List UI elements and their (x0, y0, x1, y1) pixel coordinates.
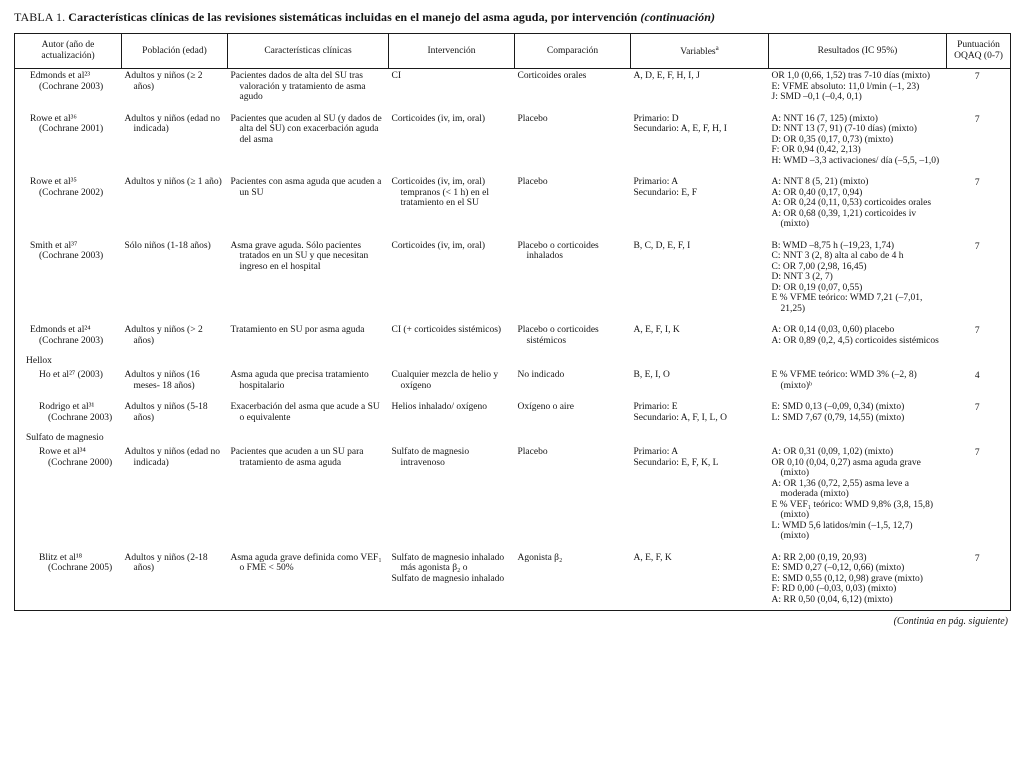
author-cell: Edmonds et al²⁴ (Cochrane 2003) (30, 325, 104, 346)
col-variables: Variables$^a$ (631, 34, 769, 69)
population-cell: Adultos y niños (edad no indicada) (124, 113, 221, 134)
intervention-cell: Corticoides (iv, im, oral) (391, 113, 486, 124)
author-cell: Rowe et al³⁶ (Cochrane 2001) (30, 113, 104, 134)
variables-cell: A, E, F, K (633, 552, 672, 563)
characteristics-cell: Pacientes que acuden al SU (y dados de alta del SU) con exacerbación aguda del asma (230, 113, 382, 145)
population-cell: Adultos y niños (16 meses- 18 años) (124, 370, 200, 391)
score-cell: 7 (974, 241, 980, 252)
characteristics-cell: Asma grave aguda. Sólo pacientes tratados en un SU y que necesitan ingreso en el hospital (230, 240, 369, 272)
section-header-sulfato (15, 432, 1011, 445)
table-row (15, 69, 1011, 112)
comparison-cell: Placebo (517, 113, 548, 124)
table-title (14, 10, 1010, 24)
comparison-cell: Placebo o corticoides sistémicos (517, 325, 599, 346)
continuation-note: (Continúa en pág. siguiente) (893, 616, 1008, 627)
characteristics-cell: Pacientes que acuden a un SU para tratamiento de asma aguda (230, 447, 364, 468)
intervention-cell: Corticoides (iv, im, oral) tempranos (< 1 h) en el tratamiento en el SU (391, 177, 489, 208)
variables-cell: A, D, E, F, H, I, J (633, 71, 700, 81)
score-cell: 7 (974, 403, 980, 413)
intervention-cell: Corticoides (iv, im, oral) (391, 240, 486, 251)
population-cell: Adultos y niños (2-18 años) (124, 552, 208, 573)
results-cell: E: SMD 0,13 (–0,09, 0,34) (mixto) L: SMD 7,67 (0,79, 14,55) (mixto) (771, 402, 905, 423)
table-title-text: Características clínicas de las revisiones sistemáticas incluidas en el manejo del asma aguda, por intervención (68, 10, 638, 24)
section-label: Sulfato de magnesio (26, 433, 104, 443)
table-title-continuation: (continuación) (640, 10, 716, 24)
results-cell: OR 1,0 (0,66, 1,52) tras 7-10 días (mixto) E: VFME absoluto: 11,0 l/min (–1, 23) J: SMD –0,1 (–0,4, 0,1) (771, 71, 931, 102)
intervention-cell: Cualquier mezcla de helio y oxígeno (391, 370, 499, 391)
intervention-cell: Sulfato de magnesio inhalado más agonista β₂ o Sulfato de magnesio inhalado (391, 552, 505, 584)
results-cell: A: OR 0,14 (0,03, 0,60) placebo A: OR 0,89 (0,2, 4,5) corticoides sistémicos (771, 325, 939, 346)
clinical-characteristics-table (14, 33, 1011, 611)
population-cell: Adultos y niños (> 2 años) (124, 325, 203, 346)
score-cell: 7 (974, 553, 980, 564)
col-intervention: Intervención (389, 34, 515, 69)
variables-cell: Primario: A Secundario: E, F, K, L (633, 447, 719, 468)
characteristics-cell: Asma aguda grave definida como VEF₁ o FME < 50% (230, 552, 382, 573)
characteristics-cell: Pacientes dados de alta del SU tras valoración y tratamiento de asma agudo (230, 71, 366, 102)
score-cell: 7 (974, 178, 980, 188)
comparison-cell: Oxígeno o aire (517, 402, 574, 412)
characteristics-cell: Tratamiento en SU por asma aguda (230, 325, 365, 335)
col-score: Puntuación OQAQ (0-7) (947, 34, 1011, 69)
table-row (15, 239, 1011, 324)
variables-cell: Primario: D Secundario: A, E, F, H, I (633, 113, 727, 134)
characteristics-cell: Exacerbación del asma que acude a SU o equivalente (230, 402, 380, 423)
col-characteristics: Características clínicas (228, 34, 389, 69)
author-cell: Smith et al³⁷ (Cochrane 2003) (30, 240, 104, 261)
characteristics-cell: Pacientes con asma aguda que acuden a un SU (230, 177, 382, 198)
table-row (15, 175, 1011, 239)
score-cell: 7 (974, 448, 980, 458)
results-cell: A: NNT 16 (7, 125) (mixto) D: NNT 13 (7, 91) (7-10 días) (mixto) D: OR 0,35 (0,17, 0,73) (mixto) F: OR 0,94 (0,42, 2,13) H: WMD –3,3 activaciones/ día (–5,5, –1,0) (771, 113, 940, 166)
population-cell: Adultos y niños (5-18 años) (124, 402, 208, 423)
score-cell: 4 (974, 371, 980, 381)
author-cell: Rowe et al³⁴ (Cochrane 2000) (39, 447, 113, 468)
table-row (15, 323, 1011, 355)
section-header-hellox (15, 355, 1011, 368)
section-label: Hellox (26, 356, 52, 366)
author-cell: Blitz et al¹⁸ (Cochrane 2005) (39, 552, 113, 573)
col-results: Resultados (IC 95%) (769, 34, 947, 69)
score-cell: 7 (974, 72, 980, 82)
table-row (15, 368, 1011, 400)
author-cell: Edmonds et al²³ (Cochrane 2003) (30, 71, 104, 92)
population-cell: Adultos y niños (≥ 2 años) (124, 71, 203, 92)
table-row (15, 400, 1011, 432)
table-row (15, 551, 1011, 611)
comparison-cell: Corticoides orales (517, 71, 587, 81)
intervention-cell: Helios inhalado/ oxígeno (391, 402, 488, 412)
variables-cell: Primario: E Secundario: A, F, I, L, O (633, 402, 727, 423)
table-row (15, 112, 1011, 176)
comparison-cell: Agonista β₂ (517, 552, 563, 563)
author-cell: Rowe et al³⁵ (Cochrane 2002) (30, 177, 104, 198)
score-cell: 7 (974, 326, 980, 336)
population-cell: Adultos y niños (≥ 1 año) (124, 177, 222, 187)
author-cell: Ho et al²⁷ (2003) (39, 370, 103, 380)
table-number: TABLA 1. (14, 10, 66, 24)
variables-cell: B, C, D, E, F, I (633, 240, 691, 251)
table-row (15, 445, 1011, 551)
results-cell: E % VFME teórico: WMD 3% (–2, 8) (mixto)ᵇ (771, 370, 917, 391)
table-body (15, 69, 1011, 611)
footnote-marker-a: a (715, 44, 719, 53)
variables-cell: Primario: A Secundario: E, F (633, 177, 698, 198)
population-cell: Adultos y niños (edad no indicada) (124, 447, 221, 468)
table-header (15, 34, 1011, 69)
paper-page (14, 10, 1010, 627)
intervention-cell: CI (391, 71, 401, 81)
results-cell: A: RR 2,00 (0,19, 20,93) E: SMD 0,27 (–0,12, 0,66) (mixto) E: SMD 0,55 (0,12, 0,98) grave (mixto) F: RD 0,00 (–0,03, 0,03) (mixto) A: RR 0,50 (0,04, 6,12) (mixto) (771, 552, 923, 605)
comparison-cell: No indicado (517, 370, 565, 380)
variables-cell: A, E, F, I, K (633, 325, 680, 335)
results-cell: A: NNT 8 (5, 21) (mixto) A: OR 0,40 (0,17, 0,94) A: OR 0,24 (0,11, 0,53) corticoides orales A: OR 0,68 (0,39, 1,21) corticoides iv (mixto) (771, 177, 932, 229)
characteristics-cell: Asma aguda que precisa tratamiento hospitalario (230, 370, 369, 391)
variables-cell: B, E, I, O (633, 370, 670, 380)
population-cell: Sólo niños (1-18 años) (124, 240, 211, 251)
comparison-cell: Placebo o corticoides inhalados (517, 240, 599, 261)
intervention-cell: CI (+ corticoides sistémicos) (391, 325, 502, 335)
col-population: Población (edad) (122, 34, 228, 69)
score-cell: 7 (974, 114, 980, 125)
col-comparison: Comparación (515, 34, 631, 69)
comparison-cell: Placebo (517, 447, 548, 457)
col-author: Autor (año de actualización) (15, 34, 122, 69)
results-cell: B: WMD –8,75 h (–19,23, 1,74) C: NNT 3 (2, 8) alta al cabo de 4 h C: OR 7,00 (2,98, 16,45) D: NNT 3 (2, 7) D: OR 0,19 (0,07, 0,55) E % VFME teórico: WMD 7,21 (–7,01, 21,25) (771, 240, 923, 314)
results-cell: A: OR 0,31 (0,09, 1,02) (mixto) OR 0,10 (0,04, 0,27) asma aguda grave (mixto) A: OR 1,36 (0,72, 2,55) asma leve a moderada (mixto) E % VEF₁ teórico: WMD 9,8% (3,8, 15,8) (mixto) L: WMD 5,6 latidos/min (–1,5, 12,7) (mixto) (771, 447, 934, 541)
comparison-cell: Placebo (517, 177, 548, 187)
intervention-cell: Sulfato de magnesio intravenoso (391, 447, 470, 468)
author-cell: Rodrigo et al³¹ (Cochrane 2003) (39, 402, 113, 423)
